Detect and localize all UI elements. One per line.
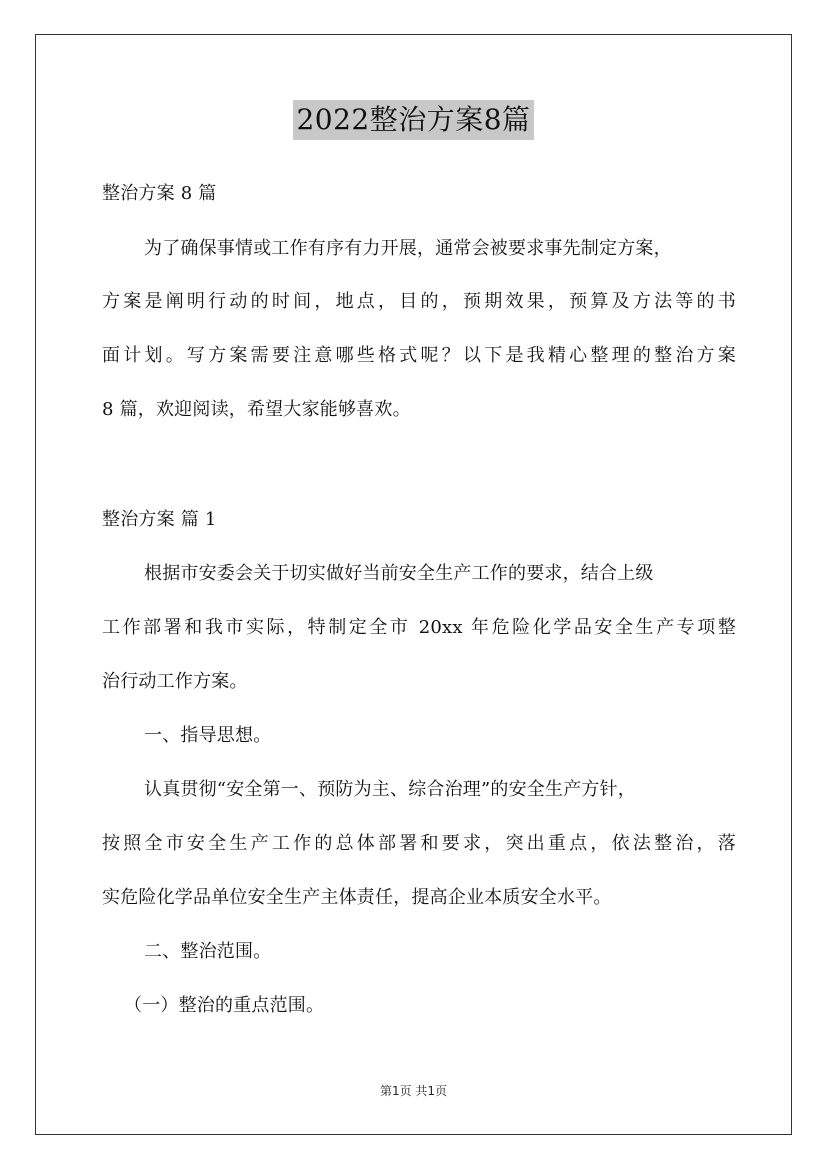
section1-line-2: 工作部署和我市实际，特制定全市 20xx 年危险化学品安全生产专项整 — [102, 617, 736, 638]
intro-line-2: 方案是阐明行动的时间，地点，目的，预期效果，预算及方法等的书 — [102, 291, 736, 312]
intro-line-3: 面计划。写方案需要注意哪些格式呢？以下是我精心整理的整治方案 — [102, 345, 736, 366]
guiding-line-1: 认真贯彻“安全第一、预防为主、综合治理”的安全生产方针， — [144, 779, 637, 800]
guiding-line-2: 按照全市安全生产工作的总体部署和要求，突出重点，依法整治，落 — [102, 833, 736, 854]
guiding-line-3: 实危险化学品单位安全生产主体责任，提高企业本质安全水平。 — [102, 887, 612, 908]
title-container — [0, 100, 827, 140]
page-footer: 第1页 共1页 — [379, 1084, 448, 1098]
section1-line-3: 治行动工作方案。 — [102, 671, 248, 692]
section1-line-1: 根据市安委会关于切实做好当前安全生产工作的要求，结合上级 — [144, 563, 654, 584]
intro-line-4: 8 篇，欢迎阅读，希望大家能够喜欢。 — [102, 399, 411, 420]
document-subtitle: 整治方案 8 篇 — [102, 183, 217, 204]
heading-guiding-ideology: 一、指导思想。 — [144, 725, 272, 746]
intro-line-1: 为了确保事情或工作有序有力开展，通常会被要求事先制定方案， — [144, 238, 672, 259]
heading-scope: 二、整治范围。 — [144, 941, 272, 962]
subheading-scope: （一）整治的重点范围。 — [124, 995, 325, 1016]
document-title: 2022整治方案8篇 — [293, 100, 533, 140]
section1-heading: 整治方案 篇 1 — [102, 509, 217, 530]
